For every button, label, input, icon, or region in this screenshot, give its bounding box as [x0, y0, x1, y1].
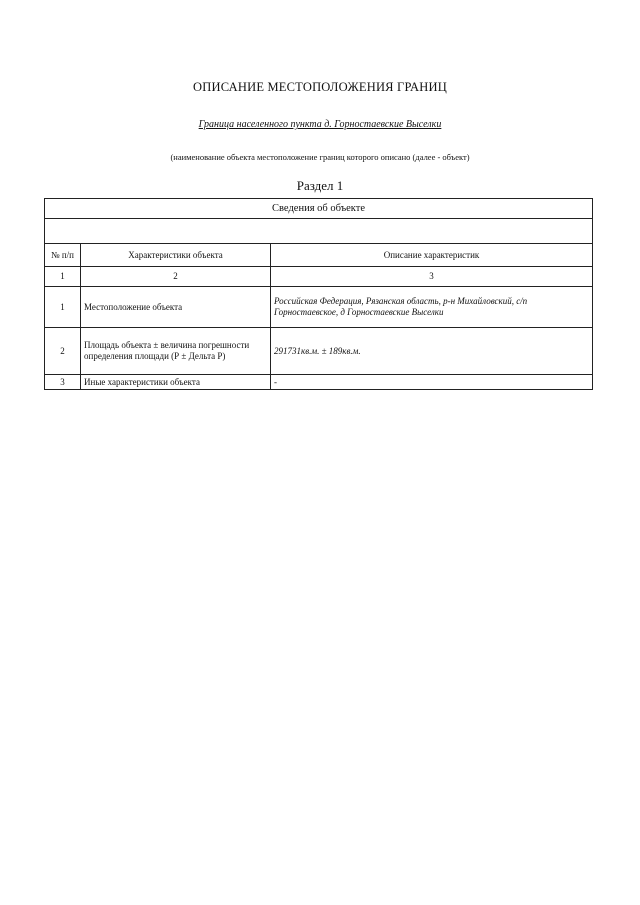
column-number-row	[45, 267, 593, 287]
table-row	[45, 287, 593, 328]
column-header-characteristics: Характеристики объекта	[81, 244, 271, 267]
column-header-description: Описание характеристик	[271, 244, 593, 267]
row-description: -	[271, 375, 593, 390]
column-header-row	[45, 244, 593, 267]
column-number-3: 3	[271, 267, 593, 287]
table-row	[45, 375, 593, 390]
table-row	[45, 328, 593, 375]
document-title: ОПИСАНИЕ МЕСТОПОЛОЖЕНИЯ ГРАНИЦ	[193, 80, 447, 94]
object-name-caption: (наименование объекта местоположение границ которого описано (далее - объект)	[170, 152, 470, 162]
object-info-table	[44, 198, 593, 390]
table-empty-row	[45, 219, 593, 244]
object-name: Граница населенного пункта д. Горностаевские Выселки	[198, 119, 442, 130]
column-header-num: № п/п	[45, 244, 81, 267]
row-number: 1	[45, 287, 81, 328]
row-number: 3	[45, 375, 81, 390]
row-description: 291731кв.м. ± 189кв.м.	[271, 328, 593, 375]
row-characteristic: Местоположение объекта	[81, 287, 271, 328]
row-characteristic: Площадь объекта ± величина погрешности определения площади (Р ± Дельта Р)	[81, 328, 271, 375]
row-characteristic: Иные характеристики объекта	[81, 375, 271, 390]
section-title: Раздел 1	[296, 178, 344, 193]
column-number-2: 2	[81, 267, 271, 287]
table-header: Сведения об объекте	[45, 199, 593, 219]
row-number: 2	[45, 328, 81, 375]
table-empty-cell	[45, 219, 593, 244]
table-header-row	[45, 199, 593, 219]
row-description: Российская Федерация, Рязанская область, р-н Михайловский, с/п Горностаевское, д Горностаевские Выселки	[271, 287, 593, 328]
column-number-1: 1	[45, 267, 81, 287]
